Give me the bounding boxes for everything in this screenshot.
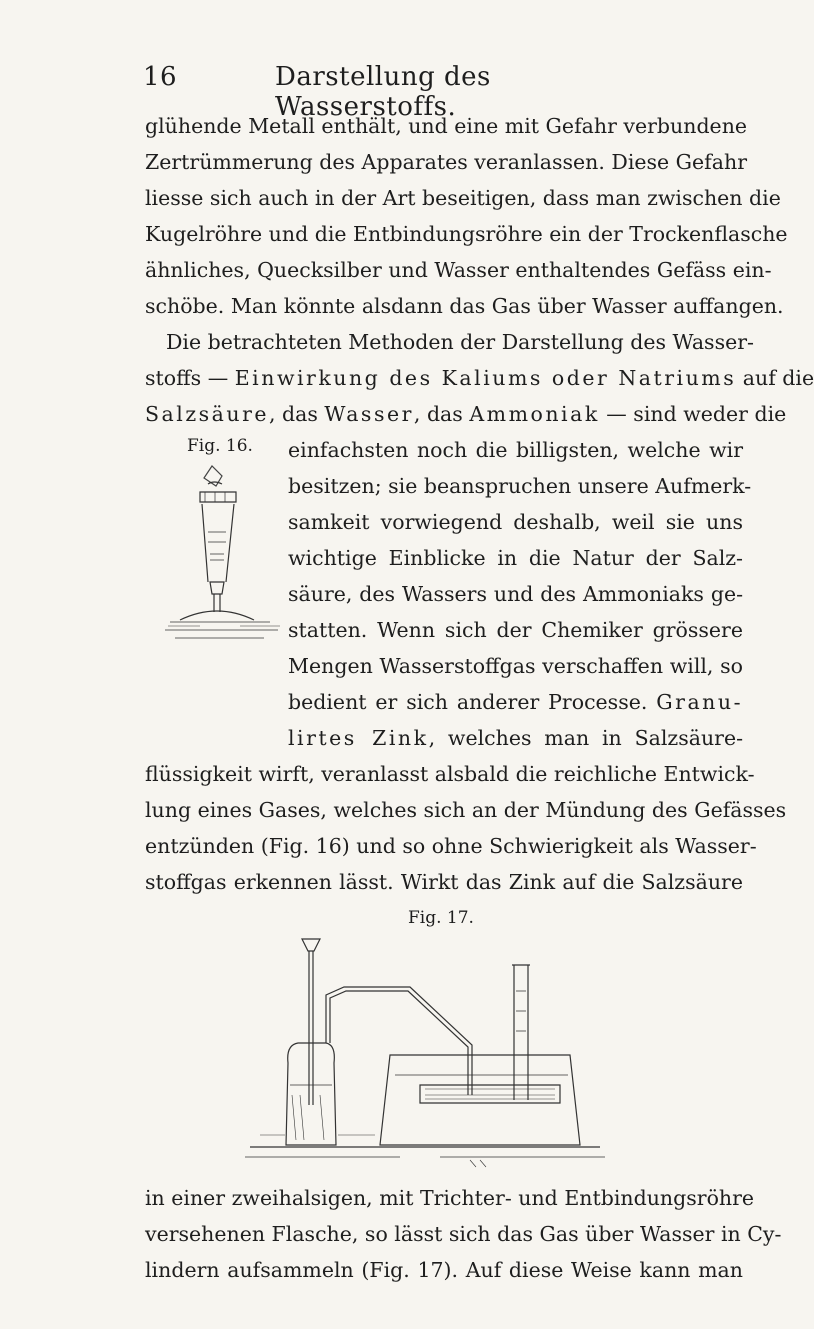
spaced-text: Salzsäure — [145, 402, 269, 426]
spaced-text: Ammoniak — [469, 402, 600, 426]
text-line: statten. Wenn sich der Chemiker grössere — [288, 618, 743, 642]
spaced-text: Wasser — [324, 402, 414, 426]
text-line: ähnliches, Quecksilber und Wasser enthaltendes Gefäss ein- — [145, 258, 772, 282]
text-line: lung eines Gases, welches sich an der Mündung des Gefässes — [145, 798, 787, 822]
text-line — [145, 396, 787, 432]
text-line: lindern aufsammeln (Fig. 17). Auf diese Weise kann man — [145, 1258, 743, 1282]
text-line: besitzen; sie beanspruchen unsere Aufmerk- — [288, 474, 752, 498]
text-line: in einer zweihalsigen, mit Trichter- und Entbindungsröhre — [145, 1186, 755, 1210]
text-line: versehenen Flasche, so lässt sich das Gas über Wasser in Cy- — [145, 1222, 782, 1246]
fig16-illustration — [160, 462, 285, 652]
text-span: , das — [413, 402, 470, 426]
fig17-illustration — [240, 935, 610, 1170]
fig16-caption: Fig. 16. — [187, 436, 253, 456]
page-number: 16 — [143, 62, 178, 92]
text-line: Die betrachteten Methoden der Darstellung des Wasser- — [166, 330, 754, 354]
text-line: entzünden (Fig. 16) und so ohne Schwierigkeit als Wasser- — [145, 834, 757, 858]
spaced-text: Einwirkung des Kaliums oder Natriums — [234, 366, 737, 390]
fig17-caption: Fig. 17. — [408, 908, 474, 928]
text-span: , welches man in Salzsäure- — [428, 726, 744, 750]
text-line: Mengen Wasserstoffgas verschaffen will, so — [288, 654, 743, 678]
page-header — [143, 62, 663, 122]
text-line: stoffgas erkennen lässt. Wirkt das Zink auf die Salzsäure — [145, 870, 743, 894]
text-line: flüssigkeit wirft, veranlasst alsbald die reichliche Entwick- — [145, 762, 755, 786]
text-line: Zertrümmerung des Apparates veranlassen. Diese Gefahr — [145, 150, 747, 174]
text-line: einfachsten noch die billigsten, welche wir — [288, 438, 743, 462]
running-title: Darstellung des Wasserstoffs. — [275, 62, 491, 122]
text-span: stoffs — — [145, 366, 235, 390]
text-line: wichtige Einblicke in die Natur der Salz- — [288, 546, 743, 570]
text-line — [145, 360, 814, 396]
text-span: auf die — [736, 366, 814, 390]
text-span: , das — [269, 402, 325, 426]
text-line: Kugelröhre und die Entbindungsröhre ein der Trockenflasche — [145, 222, 788, 246]
text-line — [288, 720, 743, 756]
spaced-text: Granu- — [656, 690, 743, 714]
spaced-text: lirtes Zink — [288, 726, 429, 750]
text-line: samkeit vorwiegend deshalb, weil sie uns — [288, 510, 743, 534]
text-line — [288, 684, 743, 720]
text-line: schöbe. Man könnte alsdann das Gas über Wasser auffangen. — [145, 294, 784, 318]
text-line: glühende Metall enthält, und eine mit Gefahr verbundene — [145, 114, 748, 138]
text-span: — sind weder die — [599, 402, 787, 426]
text-span: bedient er sich anderer Processe. — [288, 690, 657, 714]
text-line: säure, des Wassers und des Ammoniaks ge- — [288, 582, 743, 606]
text-line: liesse sich auch in der Art beseitigen, dass man zwischen die — [145, 186, 781, 210]
